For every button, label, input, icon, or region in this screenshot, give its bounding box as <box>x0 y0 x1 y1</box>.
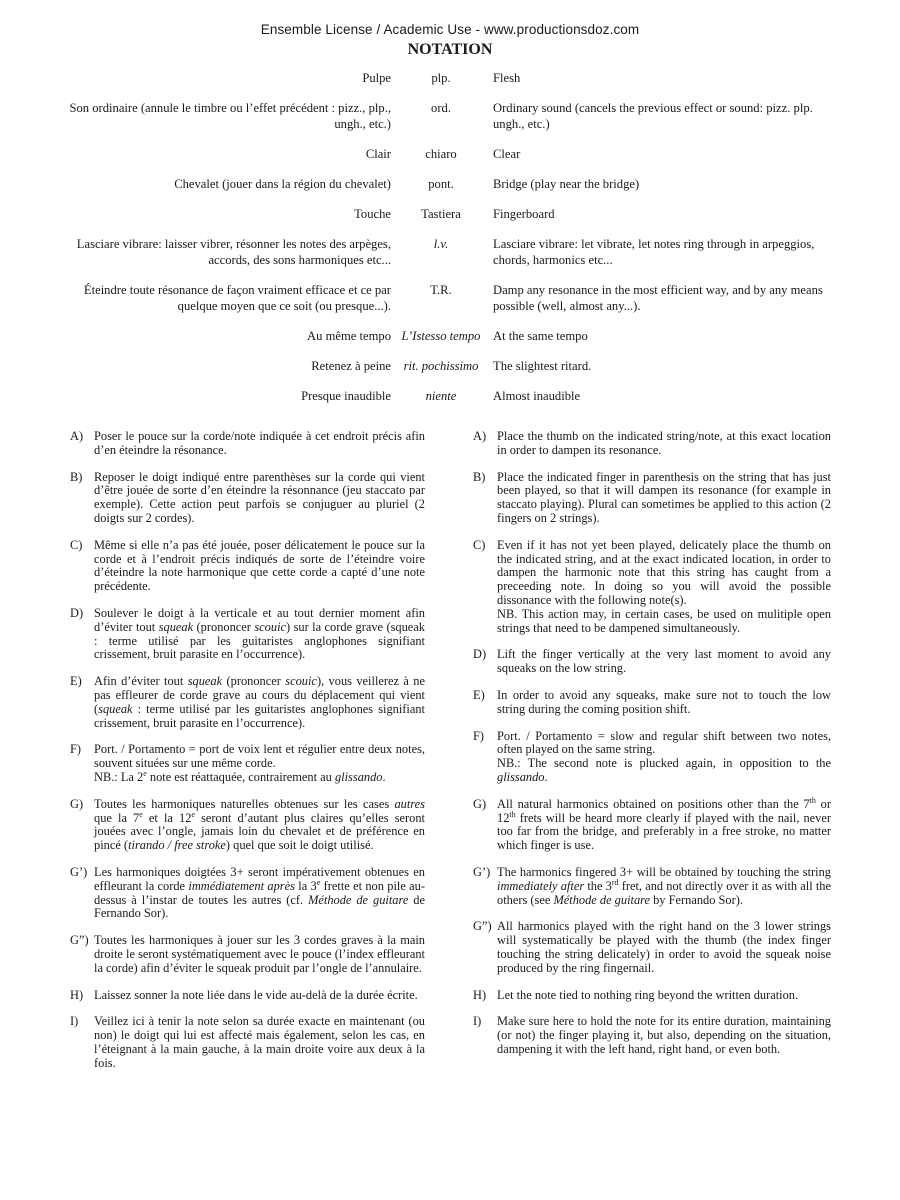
note-text: Place the thumb on the indicated string/note, at this exact location in order to dampen its resonance. <box>497 429 831 457</box>
glossary-row <box>0 146 900 162</box>
note-item <box>70 539 425 594</box>
note-text: All harmonics played with the right hand on the 3 lower strings will systematically be played with the thumb (the index finger touching the string delicately) in order to avoid the squeak noise produced by the ring fingernail. <box>497 919 831 975</box>
note-item <box>473 1015 831 1056</box>
note-text: Soulever le doigt à la verticale et au tout dernier moment afin d’éviter tout squeak (prononcer scouic) sur la corde grave (squeak : terme utilisé par les guitaristes anglophones signifiant crissement, bruit parasite en l’occurrence). <box>94 605 425 662</box>
note-label: C) <box>70 537 83 552</box>
note-text: Port. / Portamento = port de voix lent et régulier entre deux notes, souvent situées sur une même corde. NB.: La 2e note est réattaquée, contrairement au glissando. <box>94 742 425 784</box>
glossary-en: Clear <box>493 147 521 161</box>
glossary-fr: Retenez à peine <box>311 359 391 373</box>
glossary-fr: Son ordinaire (annule le timbre ou l’effet précédent : pizz., plp., ungh., etc.) <box>69 101 391 131</box>
note-label: G) <box>473 796 487 811</box>
glossary-en: Flesh <box>493 71 521 85</box>
note-label: B) <box>473 469 486 484</box>
note-item <box>473 430 831 458</box>
note-label: B) <box>70 469 83 484</box>
note-text: Let the note tied to nothing ring beyond the written duration. <box>497 987 799 1002</box>
note-text: Lift the finger vertically at the very last moment to avoid any squeaks on the low string. <box>497 647 831 676</box>
glossary-en: Damp any resonance in the most efficient way, and by any means possible (well, almost any...). <box>493 283 823 313</box>
note-item <box>473 648 831 676</box>
note-text: Place the indicated finger in parenthesis on the string that has just been played, so that it will dampen its resonance (for example in staccato playing). Plural can sometimes be applied to this action (2 fingers on 2 strings). <box>497 469 831 525</box>
glossary-row <box>0 282 900 314</box>
note-label: E) <box>473 687 485 702</box>
glossary-row <box>0 100 900 132</box>
note-item <box>473 471 831 526</box>
note-item <box>70 989 425 1003</box>
note-label: H) <box>473 987 487 1002</box>
note-label: D) <box>473 647 487 662</box>
note-text: Même si elle n’a pas été jouée, poser délicatement le pouce sur la corde et à l’endroit précis indiqués de sorte de l’éteindre voire d’éteindre la note harmonique que cette corde a capté d’une note précédente. <box>94 537 425 594</box>
glossary-fr: Touche <box>354 207 391 221</box>
note-label: A) <box>70 429 84 443</box>
glossary-it: T.R. <box>430 283 452 297</box>
note-text: The harmonics fingered 3+ will be obtained by touching the string immediately after the 3rd fret, and not directly over it as with all the others (see Méthode de guitare by Fernando Sor). <box>497 864 832 907</box>
glossary-en: Ordinary sound (cancels the previous effect or sound: pizz. plp. ungh., etc.) <box>493 101 813 131</box>
note-item <box>473 866 831 907</box>
note-label: F) <box>70 742 82 757</box>
note-item <box>473 795 831 853</box>
glossary-fr: Éteindre toute résonance de façon vraiment efficace et ce par quelque moyen que ce soit (ou presque...). <box>83 283 391 313</box>
note-item <box>473 689 831 717</box>
glossary-it: pont. <box>428 177 454 191</box>
note-label: F) <box>473 728 485 743</box>
note-text: Reposer le doigt indiqué entre parenthèses sur la corde qui vient d’être jouée de sorte d’en éteindre la résonnance (jeu staccato par exemple). Cette action peut parfois se conjuguer au pluriel (2 doigts sur 2 cordes). <box>94 469 425 525</box>
note-label: C) <box>473 537 486 552</box>
note-label: E) <box>70 674 82 689</box>
note-label: I) <box>70 1014 79 1029</box>
glossary-row <box>0 388 900 404</box>
glossary-row <box>0 70 900 86</box>
note-item <box>70 798 425 853</box>
note-item <box>473 989 831 1003</box>
glossary-it: niente <box>425 389 457 403</box>
note-item <box>473 730 831 785</box>
note-text: All natural harmonics obtained on positions other than the 7th or 12th frets will be heard more clearly if played with the nail, never too far from the bridge, and preferably in a free stroke, no matter which finger is use. <box>497 795 831 853</box>
glossary-en: At the same tempo <box>493 329 588 343</box>
note-label: H) <box>70 987 84 1002</box>
note-label: G”) <box>70 933 89 948</box>
note-item <box>70 934 425 975</box>
note-label: D) <box>70 605 84 620</box>
glossary-fr: Lasciare vibrare: laisser vibrer, résonner les notes des arpèges, accords, des sons harmoniques etc... <box>76 237 391 267</box>
note-text: Poser le pouce sur la corde/note indiquée à cet endroit précis afin d’en éteindre la résonance. <box>94 429 425 457</box>
note-item <box>70 430 425 458</box>
glossary-fr: Au même tempo <box>307 329 391 343</box>
glossary-fr: Presque inaudible <box>301 389 391 403</box>
license-line: Ensemble License / Academic Use - www.productionsdoz.com <box>260 22 640 37</box>
note-label: G”) <box>473 919 492 934</box>
glossary-row <box>0 236 900 268</box>
glossary-table <box>0 70 900 418</box>
note-item <box>70 675 425 730</box>
note-item <box>473 920 831 975</box>
glossary-row <box>0 358 900 374</box>
note-item <box>70 1015 425 1070</box>
glossary-row <box>0 176 900 192</box>
glossary-en: Fingerboard <box>493 207 555 221</box>
glossary-en: The slightest ritard. <box>493 359 592 373</box>
glossary-it: L’Istesso tempo <box>401 329 481 343</box>
note-label: I) <box>473 1014 482 1029</box>
glossary-row <box>0 328 900 344</box>
note-text: Port. / Portamento = slow and regular shift between two notes, often played on the same string. NB.: The second note is plucked again, in opposition to the glissando. <box>497 728 831 784</box>
note-text: Les harmoniques doigtées 3+ seront impérativement obtenues en effleurant la corde immédiatement après la 3e frette et non pile au-dessus à l’instar de toutes les autres (cf. Méthode de guitare de Fernando Sor). <box>94 864 425 921</box>
note-item <box>70 743 425 784</box>
glossary-en: Almost inaudible <box>493 389 581 403</box>
note-label: G’) <box>70 864 88 879</box>
notes-column-fr <box>70 430 425 1083</box>
glossary-it: l.v. <box>433 237 449 251</box>
glossary-it: chiaro <box>425 147 457 161</box>
notes-column-en <box>473 430 831 1070</box>
glossary-it: Tastiera <box>421 207 461 221</box>
note-label: G’) <box>473 864 491 879</box>
note-item <box>70 866 425 921</box>
glossary-row <box>0 206 900 222</box>
glossary-it: rit. pochissimo <box>403 359 479 373</box>
note-label: G) <box>70 796 84 811</box>
note-item <box>70 471 425 526</box>
note-text: Laissez sonner la note liée dans le vide au-delà de la durée écrite. <box>94 987 418 1002</box>
note-text: Toutes les harmoniques naturelles obtenues sur les cases autres que la 7e et la 12e seront d’autant plus claires qu’elles seront jouées avec l’ongle, jamais loin du chevalet et de préférence en pincé (tirando / free stroke) quel que soit le doigt utilisé. <box>94 796 425 853</box>
note-item <box>70 607 425 662</box>
note-text: Even if it has not yet been played, delicately place the thumb on the indicated string, and at the exact indicated location, in order to dampen the harmonic note that this string has caught from a preceeding note. In doing so you will avoid the possible dissonance with the following note(s). NB. This action may, in certain cases, be used on mulitiple open strings that need to be dampened simultaneously. <box>497 537 831 635</box>
glossary-fr: Clair <box>365 147 391 161</box>
note-item <box>473 539 831 636</box>
glossary-fr: Chevalet (jouer dans la région du chevalet) <box>174 177 391 191</box>
note-text: Afin d’éviter tout squeak (prononcer scouic), vous veillerez à ne pas effleurer de corde grave au cours du déplacement qui vient (squeak : terme utilisé par les guitaristes anglophones signifiant crissement, bruit parasite en l’occurrence). <box>94 674 425 730</box>
note-text: Veillez ici à tenir la note selon sa durée exacte en maintenant (ou non) le doigt qui lui est affecté mais également, selon les cas, en l’éteignant à la main gauche, à la main droite voire aux deux à la fois. <box>94 1014 425 1070</box>
glossary-en: Bridge (play near the bridge) <box>493 177 640 191</box>
note-text: Make sure here to hold the note for its entire duration, maintaining (or not) the finger playing it, but also, depending on the situation, dampening it with the left hand, right hand, or even both. <box>497 1014 831 1056</box>
note-text: Toutes les harmoniques à jouer sur les 3 cordes graves à la main droite le seront systématiquement avec le pouce (l’index effleurant la corde) afin d’éviter le squeak produit par l’ongle de l’annulaire. <box>94 933 425 975</box>
glossary-it: plp. <box>431 71 451 85</box>
note-label: A) <box>473 429 487 443</box>
page-title: NOTATION <box>407 41 493 58</box>
glossary-fr: Pulpe <box>362 71 391 85</box>
note-text: In order to avoid any squeaks, make sure not to touch the low string during the coming position shift. <box>497 687 831 716</box>
glossary-it: ord. <box>431 101 451 115</box>
glossary-en: Lasciare vibrare: let vibrate, let notes ring through in arpeggios, chords, harmonics etc... <box>493 237 815 267</box>
